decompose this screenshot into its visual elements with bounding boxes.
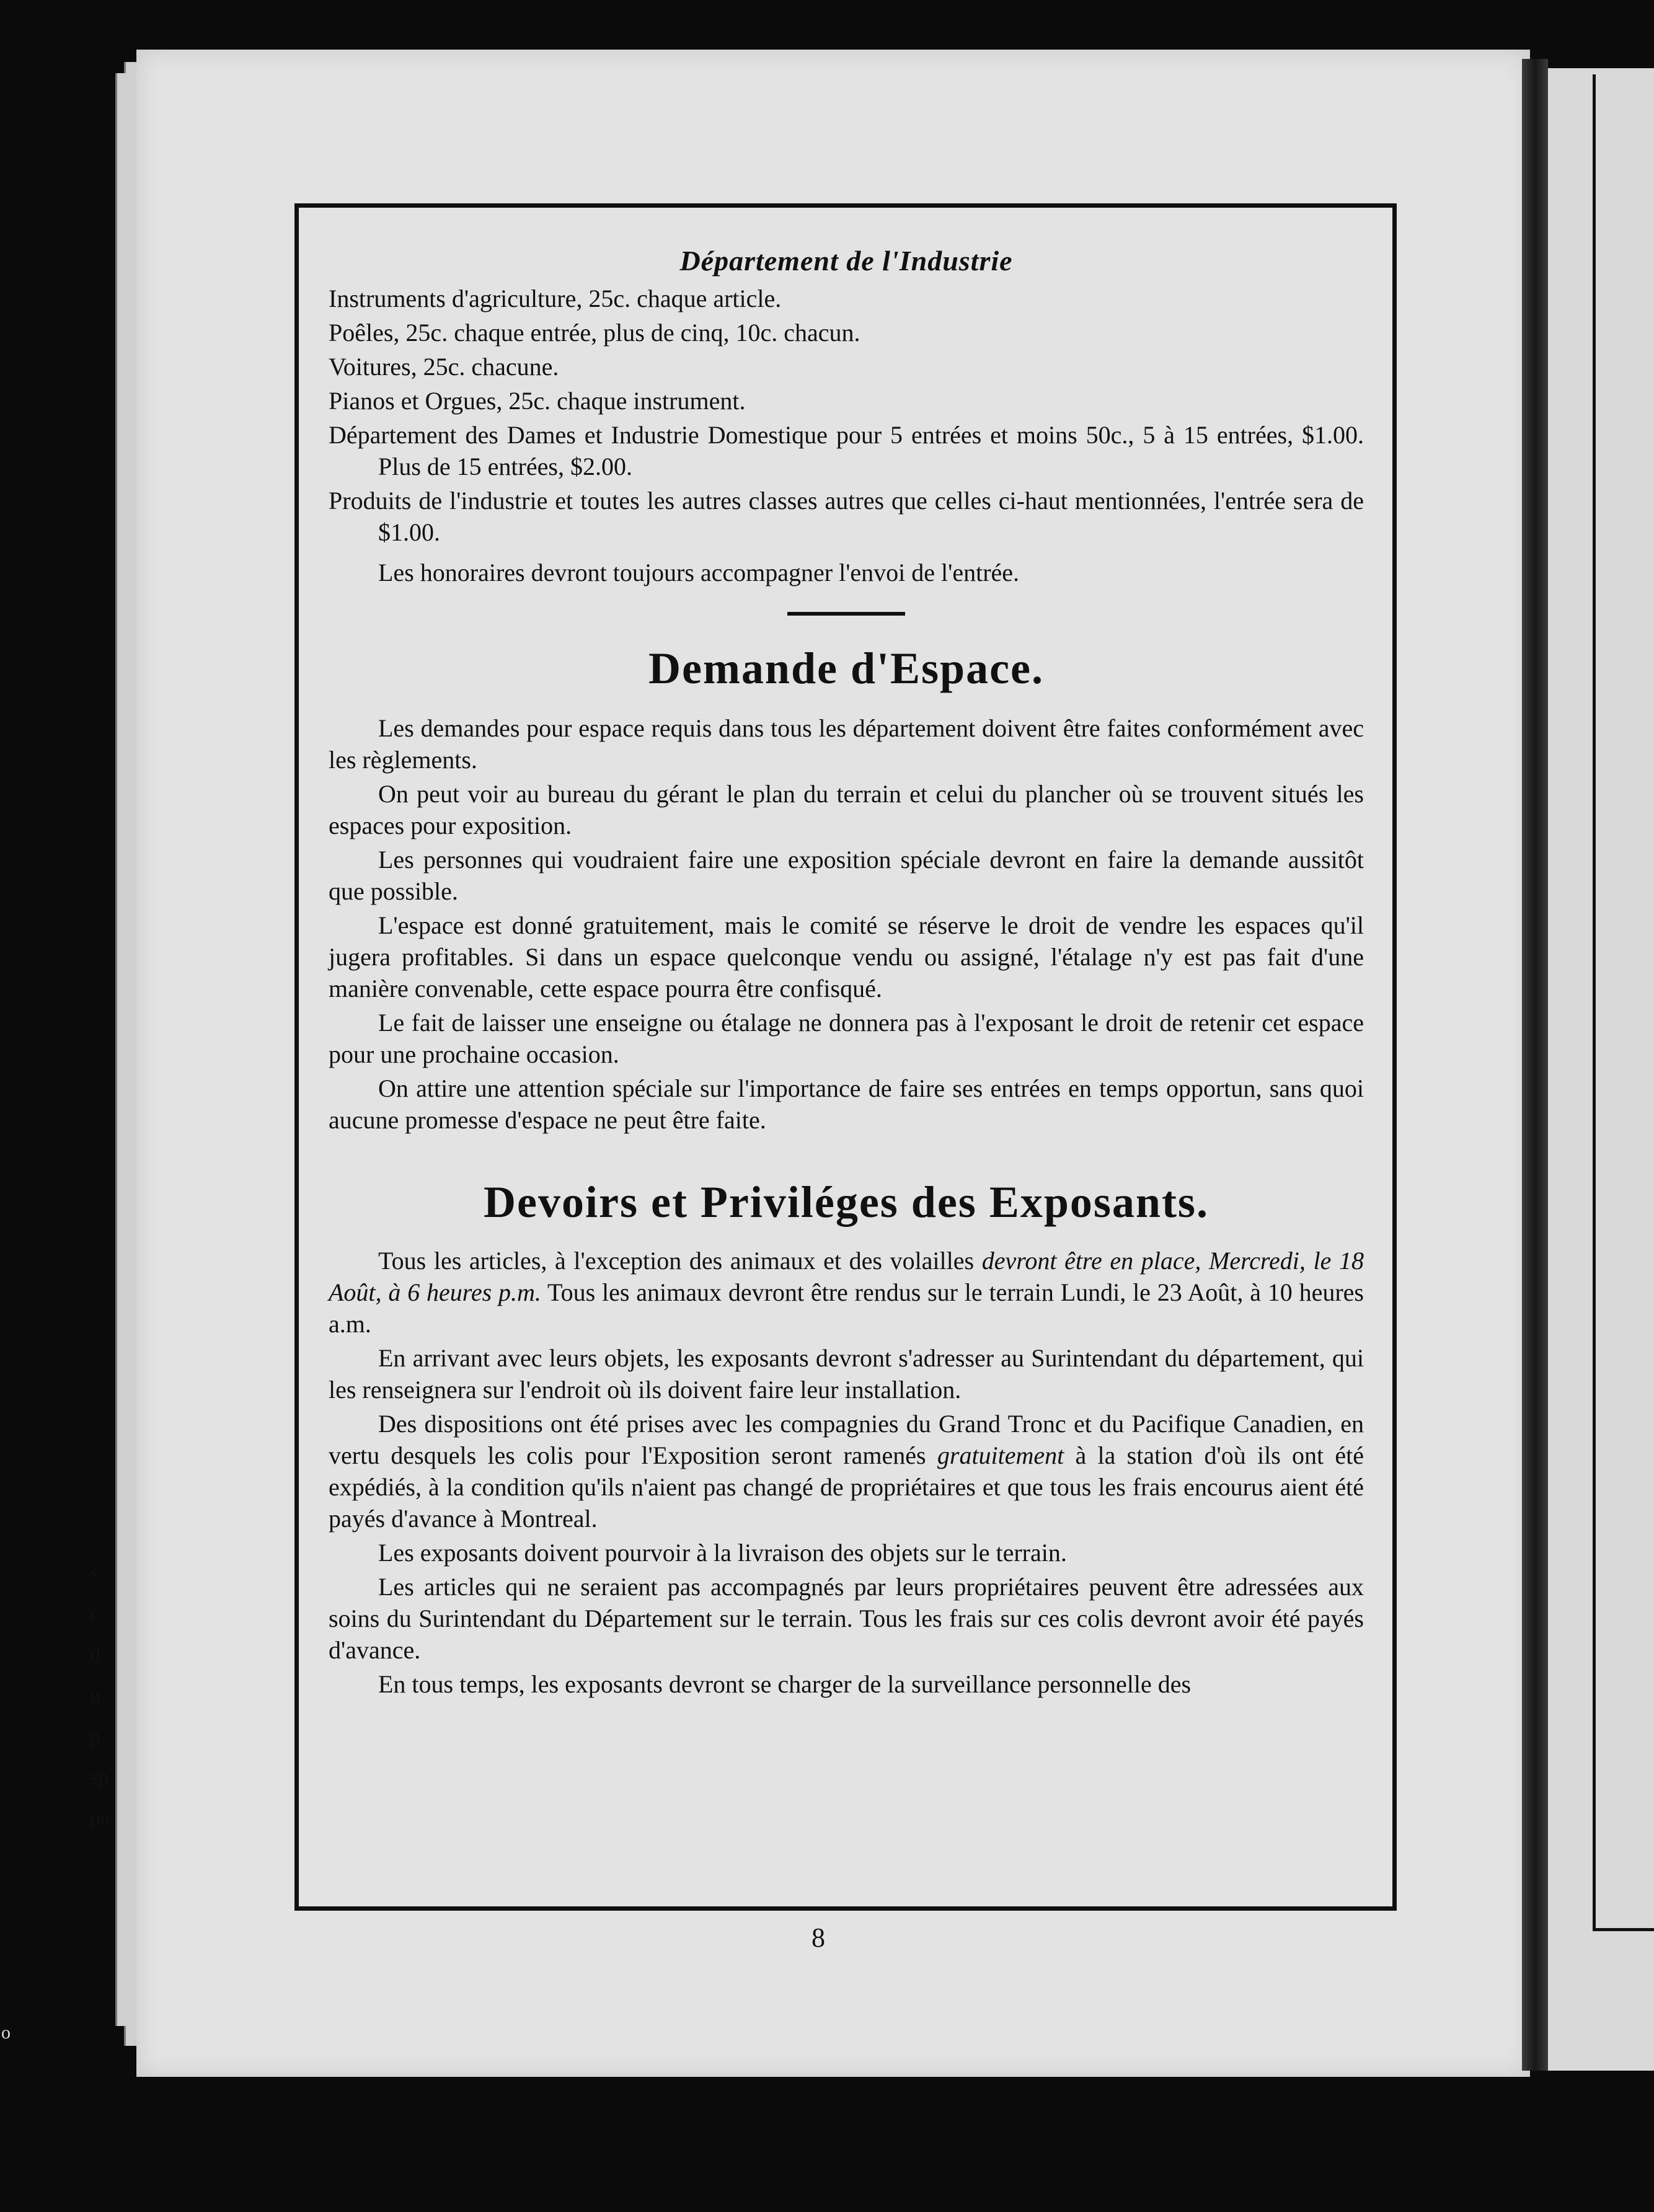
space-title: Demande d'Espace. xyxy=(648,644,1045,693)
space-paragraph: On peut voir au bureau du gérant le plan du terrain et celui du plancher où se trouvent situés les espaces pour exposition. xyxy=(329,780,1364,839)
duties-paragraph xyxy=(329,1408,1364,1534)
adjacent-page-fragments xyxy=(90,1553,110,1839)
duties-paragraph: En arrivant avec leurs objets, les exposants devront s'adresser au Surintendant du département, qui les renseignera sur l'endroit où ils doivent faire leur installation. xyxy=(329,1344,1364,1404)
margin-mark: o xyxy=(1,2022,11,2043)
fragment: r xyxy=(90,1603,97,1626)
duties-paragraph: En tous temps, les exposants devront se charger de la surveillance personnelle des xyxy=(378,1670,1192,1698)
adjacent-page xyxy=(1548,68,1654,2071)
fee-item: Voitures, 25c. chacune. xyxy=(329,353,559,381)
fees-note: Les honoraires devront toujours accompagner l'envoi de l'entrée. xyxy=(378,559,1020,586)
fragment: p xyxy=(90,1725,100,1748)
duties-text: Tous les animaux devront être rendus sur le terrain Lundi, le 23 Août, à 10 heures a.m. xyxy=(329,1278,1364,1338)
fee-item: Département des Dames et Industrie Domestique pour 5 entrées et moins 50c., 5 à 15 entrées, $1.00. Plus de 15 entrées, $2.00. xyxy=(329,421,1364,480)
fragment: s xyxy=(90,1562,99,1585)
space-paragraph: Les demandes pour espace requis dans tous les département doivent être faites conformément avec les règlements. xyxy=(329,714,1364,774)
fragment: pa xyxy=(90,1807,110,1830)
space-paragraph: L'espace est donné gratuitement, mais le comité se réserve le droit de vendre les espaces qu'il jugera profitables. Si dans un espace quelconque vendu ou assigné, l'étalage n'y est pas fait d'une manière convenable, cette espace pourra être confisqué. xyxy=(329,911,1364,1002)
fee-item: Produits de l'industrie et toutes les autres classes autres que celles ci-haut mentionnées, l'entrée sera de $1.00. xyxy=(329,487,1364,546)
fee-item: Instruments d'agriculture, 25c. chaque article. xyxy=(329,285,782,312)
duties-title: Devoirs et Priviléges des Exposants. xyxy=(484,1177,1209,1227)
book-gutter xyxy=(1522,59,1548,2071)
fragment: d xyxy=(90,1644,100,1666)
duties-italic-text: gratuitement xyxy=(937,1441,1064,1469)
fragment: sp xyxy=(90,1766,109,1789)
industry-heading: Département de l'Industrie xyxy=(679,245,1013,276)
duties-text: Tous les articles, à l'exception des animaux et des volailles xyxy=(378,1247,982,1275)
page-number: 8 xyxy=(812,1922,825,1953)
document-content xyxy=(329,245,1364,1702)
fee-item: Poêles, 25c. chaque entrée, plus de cinq, 10c. chacun. xyxy=(329,319,860,347)
space-paragraph: Les personnes qui voudraient faire une exposition spéciale devront en faire la demande aussitôt que possible. xyxy=(329,846,1364,905)
fee-item: Pianos et Orgues, 25c. chaque instrument. xyxy=(329,387,746,415)
adjacent-page-frame xyxy=(1593,74,1654,1931)
fragment: u xyxy=(90,1684,100,1707)
duties-paragraph: Les articles qui ne seraient pas accompagnés par leurs propriétaires peuvent être adressées aux soins du Surintendant du Département sur le terrain. Tous les frais sur ces colis devront avoir été payés d'avance. xyxy=(329,1573,1364,1664)
duties-text: à la station d'où ils ont été expédiés, à la condition qu'ils n'aient pas changé de propriétaires et que tous les frais encourus aient été payés d'avance à Montreal. xyxy=(329,1441,1364,1533)
duties-italic-text: devront être en place, Mercredi, le 18 Août, à 6 heures p.m. xyxy=(329,1247,1364,1306)
duties-text: Des dispositions ont été prises avec les compagnies du Grand Tronc et du Pacifique Canadien, en vertu desquels les colis pour l'Exposition seront ramenés xyxy=(329,1410,1364,1469)
duties-paragraph xyxy=(329,1245,1364,1340)
duties-paragraph: Les exposants doivent pourvoir à la livraison des objets sur le terrain. xyxy=(378,1539,1067,1567)
space-paragraph: On attire une attention spéciale sur l'importance de faire ses entrées en temps opportun, sans quoi aucune promesse d'espace ne peut être faite. xyxy=(329,1074,1364,1134)
section-divider xyxy=(787,612,905,616)
space-paragraph: Le fait de laisser une enseigne ou étalage ne donnera pas à l'exposant le droit de retenir cet espace pour une prochaine occasion. xyxy=(329,1009,1364,1068)
